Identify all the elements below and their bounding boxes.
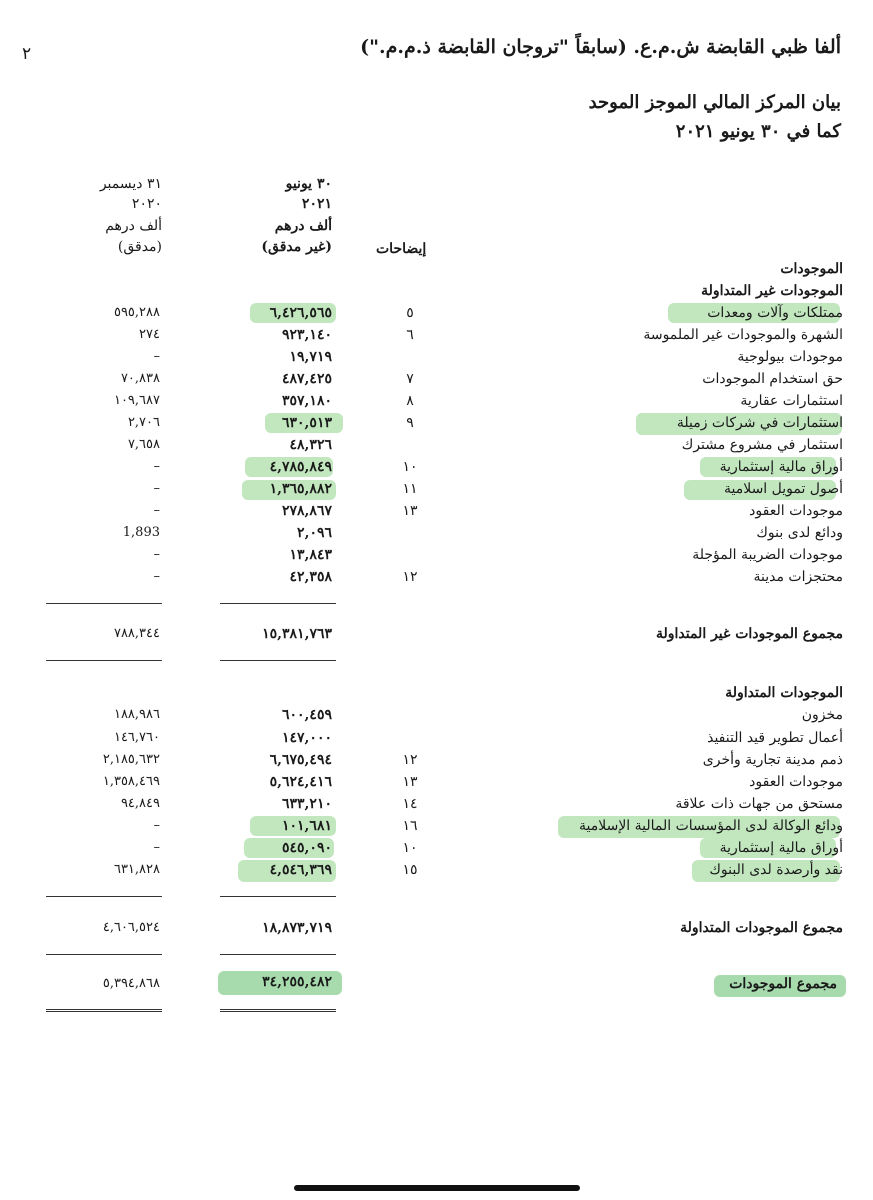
row-label: ممتلكات وآلات ومعدات (707, 305, 843, 321)
row-previous-value: ٢,٧٠٦ (127, 415, 160, 430)
row-previous-value: – (153, 503, 160, 518)
row-note: ٧ (406, 371, 414, 387)
rule-line (220, 603, 336, 604)
row-note: ١٣ (402, 503, 418, 519)
row-note: ٦ (406, 327, 414, 343)
row-note: ٥ (406, 305, 414, 321)
total-current-value: ١٥,٣٨١,٧٦٣ (262, 626, 332, 642)
header-status: (مدقق) (117, 239, 162, 255)
row-label: الشهرة والموجودات غير الملموسة (643, 327, 843, 343)
statement-title: بيان المركز المالي الموجز الموحد (588, 92, 841, 113)
total-label: مجموع الموجودات المتداولة (680, 920, 843, 936)
row-previous-value: – (153, 459, 160, 474)
double-rule-line (46, 1009, 162, 1012)
section-current: الموجودات المتداولة (725, 685, 843, 701)
row-previous-value: ١٠٩,٦٨٧ (113, 393, 160, 408)
row-previous-value: ٥٩٥,٢٨٨ (113, 305, 160, 320)
row-label: استثمار في مشروع مشترك (681, 437, 843, 453)
row-previous-value: ٢٧٤ (139, 327, 160, 342)
row-note: ١٠ (402, 840, 418, 856)
row-current-value: ٦٠٠,٤٥٩ (282, 707, 332, 723)
row-current-value: ١٤٧,٠٠٠ (282, 730, 332, 746)
row-label: ذمم مدينة تجارية وأخرى (702, 752, 843, 768)
row-note: ١٤ (402, 796, 418, 812)
page-number: ٢ (22, 44, 32, 64)
row-previous-value: ٦٣١,٨٢٨ (113, 862, 160, 877)
row-note: ١٢ (402, 752, 418, 768)
row-label: محتجزات مدينة (753, 569, 843, 585)
row-note: ١٦ (402, 818, 418, 834)
row-label: أوراق مالية إستثمارية (719, 840, 843, 856)
rule-line (220, 660, 336, 661)
row-previous-value: 1,893 (122, 525, 160, 540)
row-label: موجودات العقود (749, 774, 843, 790)
row-label: مخزون (801, 707, 843, 723)
row-previous-value: – (153, 818, 160, 833)
row-label: موجودات بيولوجية (737, 349, 843, 365)
row-previous-value: – (153, 569, 160, 584)
rule-line (220, 896, 336, 897)
row-current-value: ٢,٠٩٦ (297, 525, 332, 541)
row-label: موجودات الضريبة المؤجلة (692, 547, 843, 563)
row-current-value: ٥,٦٢٤,٤١٦ (269, 774, 332, 790)
header-status: (غير مدقق) (261, 239, 332, 255)
section-non-current: الموجودات غير المتداولة (701, 283, 843, 299)
row-current-value: ١٣,٨٤٣ (289, 547, 332, 563)
header-date: ٣١ ديسمبر (99, 176, 162, 192)
row-note: ١٠ (402, 459, 418, 475)
row-previous-value: ١٨٨,٩٨٦ (113, 707, 160, 722)
statement-date: كما في ٣٠ يونيو ٢٠٢١ (675, 121, 841, 142)
row-current-value: ٤٨,٣٢٦ (289, 437, 332, 453)
row-current-value: ٦٣٣,٢١٠ (282, 796, 332, 812)
row-current-value: ٤٨٧,٤٢٥ (282, 371, 332, 387)
row-previous-value: ٧,٦٥٨ (127, 437, 160, 452)
row-current-value: ٤,٥٤٦,٣٦٩ (269, 862, 332, 878)
header-year: ٢٠٢١ (301, 196, 332, 212)
row-current-value: ٦,٦٧٥,٤٩٤ (269, 752, 332, 768)
row-current-value: ٦,٤٢٦,٥٦٥ (269, 305, 332, 321)
header-date: ٣٠ يونيو (285, 176, 332, 192)
row-current-value: ٩٢٣,١٤٠ (282, 327, 332, 343)
row-note: ٨ (406, 393, 414, 409)
row-note: ١٥ (402, 862, 418, 878)
rule-line (46, 896, 162, 897)
row-previous-value: ٧٠,٨٣٨ (120, 371, 160, 386)
rule-line (46, 603, 162, 604)
header-unit: ألف درهم (105, 218, 162, 234)
total-previous-value: ٤,٦٠٦,٥٢٤ (102, 920, 160, 935)
grand-total-previous-value: ٥,٣٩٤,٨٦٨ (102, 976, 160, 991)
row-label: أوراق مالية إستثمارية (719, 459, 843, 475)
grand-total-current-value: ٣٤,٢٥٥,٤٨٢ (262, 974, 332, 990)
row-label: ودائع الوكالة لدى المؤسسات المالية الإسلامية (579, 818, 843, 834)
row-previous-value: – (153, 840, 160, 855)
row-label: استثمارات عقارية (740, 393, 843, 409)
section-assets: الموجودات (780, 261, 843, 277)
row-previous-value: – (153, 349, 160, 364)
row-previous-value: ٩٤,٨٤٩ (120, 796, 160, 811)
row-previous-value: – (153, 481, 160, 496)
rule-line (46, 954, 162, 955)
row-label: موجودات العقود (749, 503, 843, 519)
row-label: ودائع لدى بنوك (756, 525, 843, 541)
total-current-value: ١٨,٨٧٣,٧١٩ (262, 920, 332, 936)
header-year: ٢٠٢٠ (131, 196, 162, 212)
row-current-value: ١٩,٧١٩ (289, 349, 332, 365)
row-current-value: ١٠١,٦٨١ (282, 818, 332, 834)
rule-line (220, 954, 336, 955)
company-name: ألفا ظبي القابضة ش.م.ع. (سابقاً "تروجان القابضة ذ.م.م.") (360, 36, 841, 58)
row-current-value: ٥٤٥,٠٩٠ (282, 840, 332, 856)
row-previous-value: – (153, 547, 160, 562)
row-current-value: ٤٢,٣٥٨ (289, 569, 332, 585)
row-note: ١١ (402, 481, 418, 497)
row-current-value: ١,٣٦٥,٨٨٢ (269, 481, 332, 497)
total-label: مجموع الموجودات غير المتداولة (655, 626, 843, 642)
row-previous-value: ١,٣٥٨,٤٦٩ (102, 774, 160, 789)
row-previous-value: ٢,١٨٥,٦٣٢ (102, 752, 160, 767)
grand-total-label: مجموع الموجودات (729, 976, 837, 992)
total-previous-value: ٧٨٨,٣٤٤ (113, 626, 160, 641)
row-label: حق استخدام الموجودات (702, 371, 843, 387)
row-label: أصول تمويل اسلامية (723, 481, 843, 497)
home-indicator[interactable] (294, 1185, 580, 1191)
row-note: ٩ (406, 415, 414, 431)
row-current-value: ٦٣٠,٥١٣ (282, 415, 332, 431)
row-label: نقد وأرصدة لدى البنوك (709, 862, 843, 878)
row-label: استثمارات في شركات زميلة (676, 415, 843, 431)
double-rule-line (220, 1009, 336, 1012)
row-note: ١٣ (402, 774, 418, 790)
row-current-value: ٤,٧٨٥,٨٤٩ (269, 459, 332, 475)
header-unit: ألف درهم (274, 218, 332, 234)
row-previous-value: ١٤٦,٧٦٠ (113, 730, 160, 745)
row-current-value: ٣٥٧,١٨٠ (282, 393, 332, 409)
row-label: مستحق من جهات ذات علاقة (675, 796, 843, 812)
column-header-notes: إيضاحات (376, 241, 427, 257)
rule-line (46, 660, 162, 661)
row-label: أعمال تطوير قيد التنفيذ (707, 730, 843, 746)
row-note: ١٢ (402, 569, 418, 585)
row-current-value: ٢٧٨,٨٦٧ (282, 503, 332, 519)
